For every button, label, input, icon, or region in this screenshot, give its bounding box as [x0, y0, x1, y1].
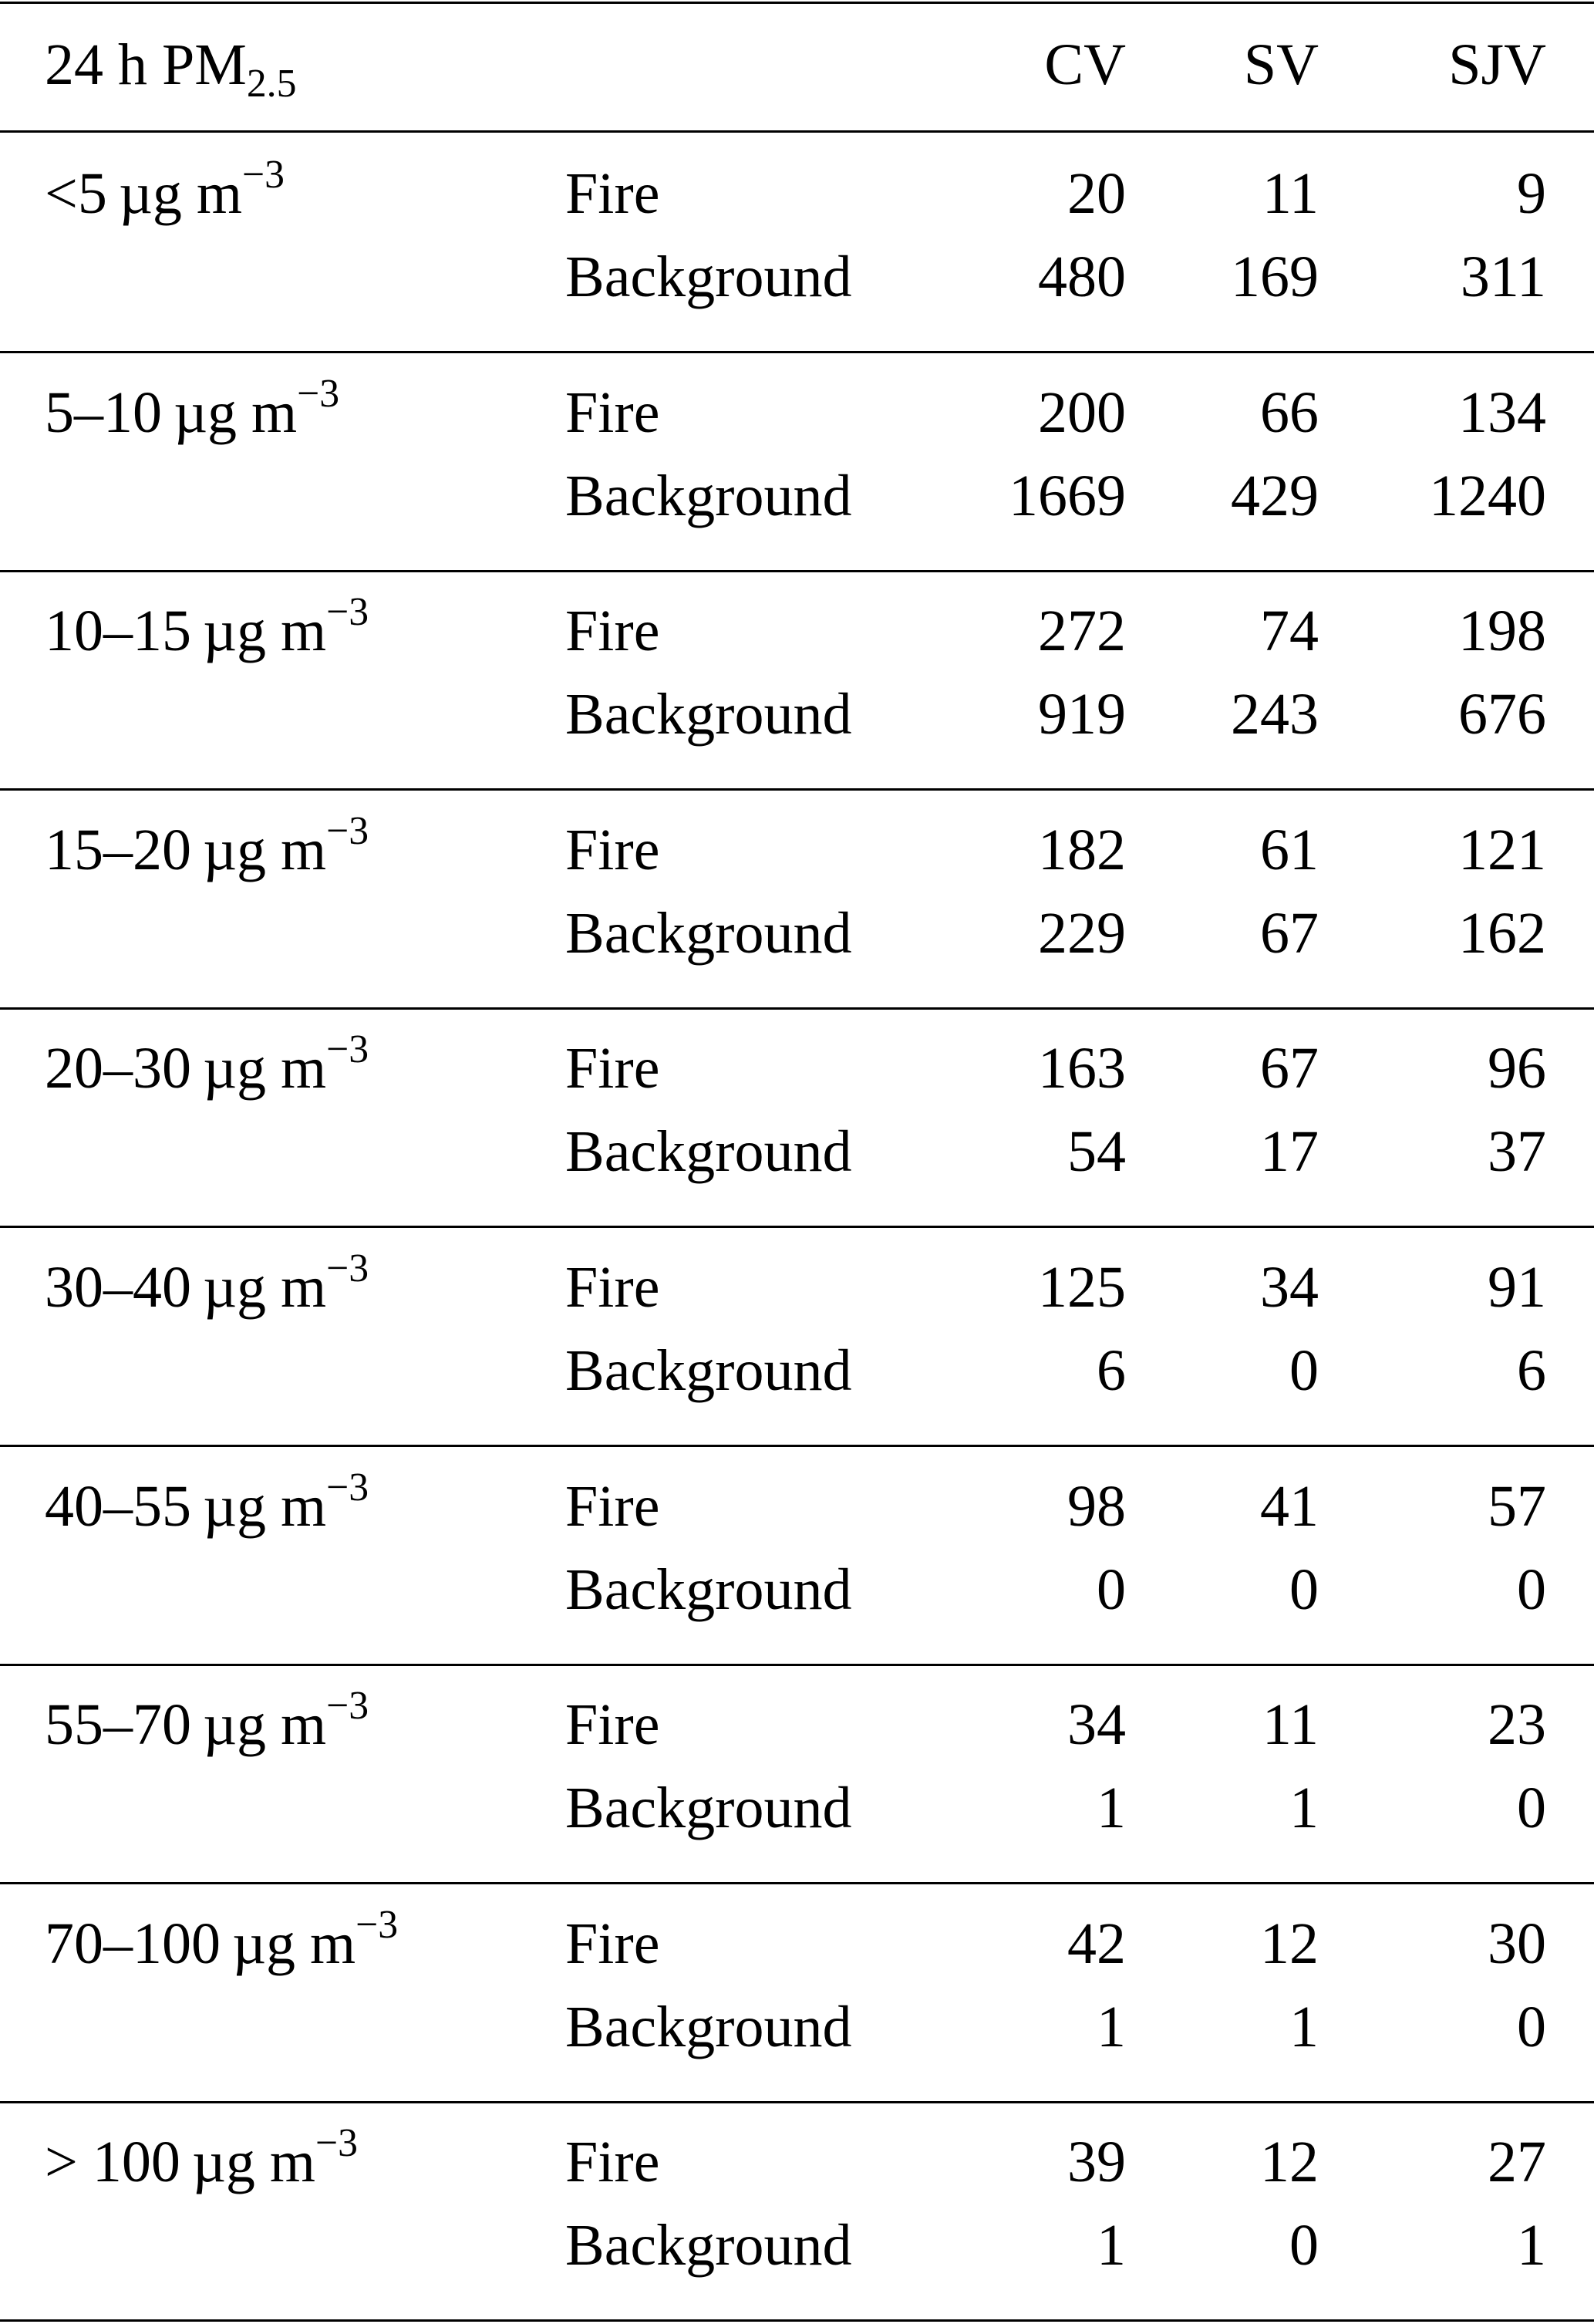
header-rule [0, 130, 1594, 133]
fire-sv-value: 11 [1262, 1692, 1319, 1757]
unit-exponent: −3 [326, 1684, 369, 1729]
range-value: 10–15 [45, 599, 191, 663]
row-rule [0, 1445, 1594, 1447]
background-sjv-value: 311 [1460, 245, 1546, 309]
range-label [45, 1246, 369, 1329]
unit-exponent: −3 [326, 1027, 369, 1072]
background-sjv-value: 1240 [1429, 464, 1546, 528]
background-sjv-value: 0 [1517, 1776, 1546, 1840]
range-label [45, 1465, 369, 1548]
fire-sjv-value: 198 [1458, 599, 1546, 663]
background-sjv-value: 0 [1517, 1557, 1546, 1622]
background-label: Background [565, 2213, 852, 2278]
background-sv-value: 1 [1289, 1776, 1319, 1840]
background-sv-value: 169 [1231, 245, 1319, 309]
header-first-column-subscript: 2.5 [246, 62, 297, 106]
fire-cv-value: 42 [1067, 1911, 1126, 1976]
fire-cv-value: 182 [1038, 818, 1126, 882]
fire-label: Fire [565, 1036, 660, 1101]
unit-exponent: −3 [315, 2121, 358, 2166]
background-cv-value: 919 [1038, 682, 1126, 747]
top-rule [0, 2, 1594, 4]
fire-sjv-value: 57 [1488, 1474, 1546, 1539]
background-sv-value: 0 [1289, 1557, 1319, 1622]
background-label: Background [565, 1557, 852, 1622]
unit-exponent: −3 [326, 1246, 369, 1291]
range-label [45, 1683, 369, 1766]
fire-sv-value: 66 [1260, 380, 1319, 445]
background-sv-value: 429 [1231, 464, 1319, 528]
fire-sjv-value: 121 [1458, 818, 1546, 882]
unit-exponent: −3 [326, 590, 369, 635]
fire-label: Fire [565, 380, 660, 445]
background-cv-value: 1 [1097, 1995, 1126, 2059]
header-first-column [45, 23, 296, 106]
fire-cv-value: 98 [1067, 1474, 1126, 1539]
range-label [45, 808, 369, 892]
range-value: 70–100 [45, 1911, 221, 1976]
background-cv-value: 1669 [1009, 464, 1126, 528]
fire-cv-value: 20 [1067, 161, 1126, 226]
unit-text: µg m [203, 1474, 327, 1539]
fire-label: Fire [565, 1692, 660, 1757]
unit-exponent: −3 [326, 1466, 369, 1510]
background-label: Background [565, 1776, 852, 1840]
background-label: Background [565, 901, 852, 966]
fire-sv-value: 41 [1260, 1474, 1319, 1539]
unit-text: µg m [232, 1911, 356, 1976]
fire-sjv-value: 27 [1488, 2130, 1546, 2194]
fire-sv-value: 12 [1260, 2130, 1319, 2194]
background-label: Background [565, 464, 852, 528]
range-label [45, 589, 369, 673]
row-rule [0, 1882, 1594, 1884]
background-sjv-value: 0 [1517, 1995, 1546, 2059]
range-value: 20–30 [45, 1036, 191, 1101]
fire-cv-value: 39 [1067, 2130, 1126, 2194]
background-sv-value: 0 [1289, 2213, 1319, 2278]
fire-sjv-value: 23 [1488, 1692, 1546, 1757]
fire-cv-value: 34 [1067, 1692, 1126, 1757]
row-rule [0, 1007, 1594, 1010]
range-value: 15–20 [45, 818, 191, 882]
background-label: Background [565, 682, 852, 747]
background-sjv-value: 676 [1458, 682, 1546, 747]
background-sjv-value: 1 [1517, 2213, 1546, 2278]
row-rule [0, 788, 1594, 791]
unit-text: µg m [203, 1255, 327, 1320]
background-label: Background [565, 1119, 852, 1184]
fire-label: Fire [565, 1474, 660, 1539]
range-value: 40–55 [45, 1474, 191, 1539]
background-sjv-value: 162 [1458, 901, 1546, 966]
fire-sv-value: 11 [1262, 161, 1319, 226]
range-label [45, 371, 339, 454]
fire-sjv-value: 30 [1488, 1911, 1546, 1976]
unit-exponent: −3 [326, 809, 369, 854]
row-rule [0, 2101, 1594, 2103]
range-value: 30–40 [45, 1255, 191, 1320]
background-cv-value: 54 [1067, 1119, 1126, 1184]
header-first-column-main: 24 h PM [45, 32, 247, 97]
unit-text: µg m [203, 599, 327, 663]
fire-sjv-value: 134 [1458, 380, 1546, 445]
range-value: > 100 [45, 2130, 180, 2194]
fire-sv-value: 61 [1260, 818, 1319, 882]
background-sjv-value: 6 [1517, 1338, 1546, 1403]
background-sv-value: 243 [1231, 682, 1319, 747]
row-rule [0, 570, 1594, 572]
unit-text: µg m [203, 1036, 327, 1101]
background-cv-value: 1 [1097, 2213, 1126, 2278]
range-value: 55–70 [45, 1692, 191, 1757]
unit-text: µg m [203, 1692, 327, 1757]
header-sjv: SJV [1448, 32, 1546, 97]
fire-sjv-value: 96 [1488, 1036, 1546, 1101]
background-sjv-value: 37 [1488, 1119, 1546, 1184]
unit-text: µg m [192, 2130, 315, 2194]
background-cv-value: 6 [1097, 1338, 1126, 1403]
fire-cv-value: 200 [1038, 380, 1126, 445]
row-rule [0, 1664, 1594, 1666]
background-sv-value: 67 [1260, 901, 1319, 966]
background-label: Background [565, 245, 852, 309]
unit-text: µg m [174, 380, 298, 445]
background-cv-value: 0 [1097, 1557, 1126, 1622]
range-label [45, 2120, 358, 2204]
row-rule [0, 351, 1594, 353]
range-label [45, 152, 285, 235]
range-value: 5–10 [45, 380, 162, 445]
fire-label: Fire [565, 161, 660, 226]
fire-cv-value: 163 [1038, 1036, 1126, 1101]
row-rule [0, 1226, 1594, 1228]
range-value: <5 [45, 161, 107, 226]
fire-sjv-value: 9 [1517, 161, 1546, 226]
range-label [45, 1902, 398, 1985]
background-label: Background [565, 1338, 852, 1403]
background-sv-value: 17 [1260, 1119, 1319, 1184]
background-cv-value: 1 [1097, 1776, 1126, 1840]
background-sv-value: 0 [1289, 1338, 1319, 1403]
unit-exponent: −3 [297, 372, 340, 417]
fire-sv-value: 34 [1260, 1255, 1319, 1320]
header-sv: SV [1243, 32, 1319, 97]
fire-label: Fire [565, 1255, 660, 1320]
fire-sv-value: 74 [1260, 599, 1319, 663]
background-label: Background [565, 1995, 852, 2059]
unit-exponent: −3 [242, 153, 285, 197]
fire-label: Fire [565, 1911, 660, 1976]
background-sv-value: 1 [1289, 1995, 1319, 2059]
fire-label: Fire [565, 818, 660, 882]
unit-text: µg m [119, 161, 242, 226]
fire-cv-value: 272 [1038, 599, 1126, 663]
fire-label: Fire [565, 599, 660, 663]
row-rule [0, 2319, 1594, 2322]
unit-text: µg m [203, 818, 327, 882]
background-cv-value: 229 [1038, 901, 1126, 966]
fire-sv-value: 12 [1260, 1911, 1319, 1976]
range-label [45, 1027, 369, 1110]
unit-exponent: −3 [356, 1903, 399, 1948]
header-cv: CV [1044, 32, 1126, 97]
fire-sjv-value: 91 [1488, 1255, 1546, 1320]
fire-label: Fire [565, 2130, 660, 2194]
fire-sv-value: 67 [1260, 1036, 1319, 1101]
background-cv-value: 480 [1038, 245, 1126, 309]
fire-cv-value: 125 [1038, 1255, 1126, 1320]
